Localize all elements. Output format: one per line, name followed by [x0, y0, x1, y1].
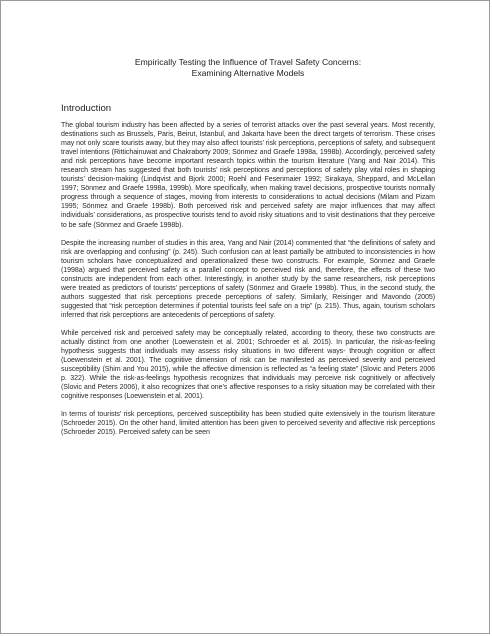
paper-title-line-2: Examining Alternative Models — [191, 68, 305, 78]
paragraph-4: In terms of tourists’ risk perceptions, perceived susceptibility has been studied quite extensively in the tourism literature (Schroeder 2015). On the other hand, limited attention has been given to perceived severity and affective risk perceptions (Schroeder 2015). Perceived safety can be seen — [61, 411, 435, 437]
paper-title — [61, 57, 435, 79]
paragraph-3: While perceived risk and perceived safety may be conceptually related, according to theory, these two constructs are actually distinct from one another (Loewenstein et al. 2001; Schroeder et al. 2015). In particular, the risk-as-feeling hypothesis suggests that individuals may assess risky situations in two different ways- through cognition or affect (Loewenstein et al. 2001). The cognitive dimension of risk can be manifested as perceived severity and perceived susceptibility (Shim and You 2015), while the affective dimension is reflected as “a feeling state” (Slovic and Peters 2006 p. 322). While the risk-as-feelings hypothesis recognizes that individuals may perceive risk cognitively or affectively (Slovic and Peters 2006), it also recognizes that one’s affective responses to a risky situation may be correlated with their cognitive responses (Loewenstein et al. 2001). — [61, 329, 435, 401]
paragraph-1: The global tourism industry has been affected by a series of terrorist attacks over the past several years. Most recently, destinations such as Brussels, Paris, Beirut, Istanbul, and Jakarta have been the direct targets of terrorism. These crises may not only scare tourists away, but they may also affect tourists’ risk perceptions, perceptions of safety, and subsequent travel intentions (Rittichainuwat and Chakraborty 2009; Sönmez and Graefe 1998a, 1998b). Accordingly, perceived safety and risk perceptions have become important research topics within the tourism literature (Yang and Nair 2014). This research stream has suggested that both tourists’ risk perceptions and perceptions of safety play vital roles in shaping tourists’ decision-making (Lindqvist and Bjork 2000; Roehl and Fesenmaier 1992; Sirakaya, Sheppard, and McLellan 1997; Sönmez and Graefe 1998a, 1999b). More specifically, when making travel decisions, prospective tourists normally progress through a sequence of stages, moving from interests to considerations to actual decisions (Milam and Pizam 1995; Sönmez and Graefe 1998b). Both perceived risk and perceived safety are major influences that may affect individuals’ considerations, as prospective tourists tend to avoid risky situations and to visit destinations that they perceive to be safe (Sönmez and Graefe 1998b). — [61, 122, 435, 229]
paragraph-2: Despite the increasing number of studies in this area, Yang and Nair (2014) commented that “the definitions of safety and risk are overlapping and confusing” (p. 245). Such confusion can at least partially be attributed to inconsistencies in how tourism scholars have conceptualized and operationalized these two constructs. For example, Sönmez and Graefe (1998a) argued that perceived safety is a parallel concept to perceived risk and, therefore, the effects of these two constructs are independent from each other. Interestingly, in another study by the same researchers, risk perceptions were treated as predictors of tourists’ perceptions of safety (Sönmez and Graefe 1998b). Thus, in the second study, the authors suggested that risk perceptions precede perceptions of safety. Similarly, Reisinger and Mavondo (2005) suggested that “risk perception determines if potential tourists feel safe on a trip” (p. 215). Thus, again, tourism scholars inferred that risk perceptions are antecedents of perceptions of safety. — [61, 239, 435, 319]
paper-title-line-1: Empirically Testing the Influence of Travel Safety Concerns: — [134, 57, 362, 67]
page-content — [61, 57, 435, 447]
section-heading-introduction: Introduction — [61, 103, 112, 114]
